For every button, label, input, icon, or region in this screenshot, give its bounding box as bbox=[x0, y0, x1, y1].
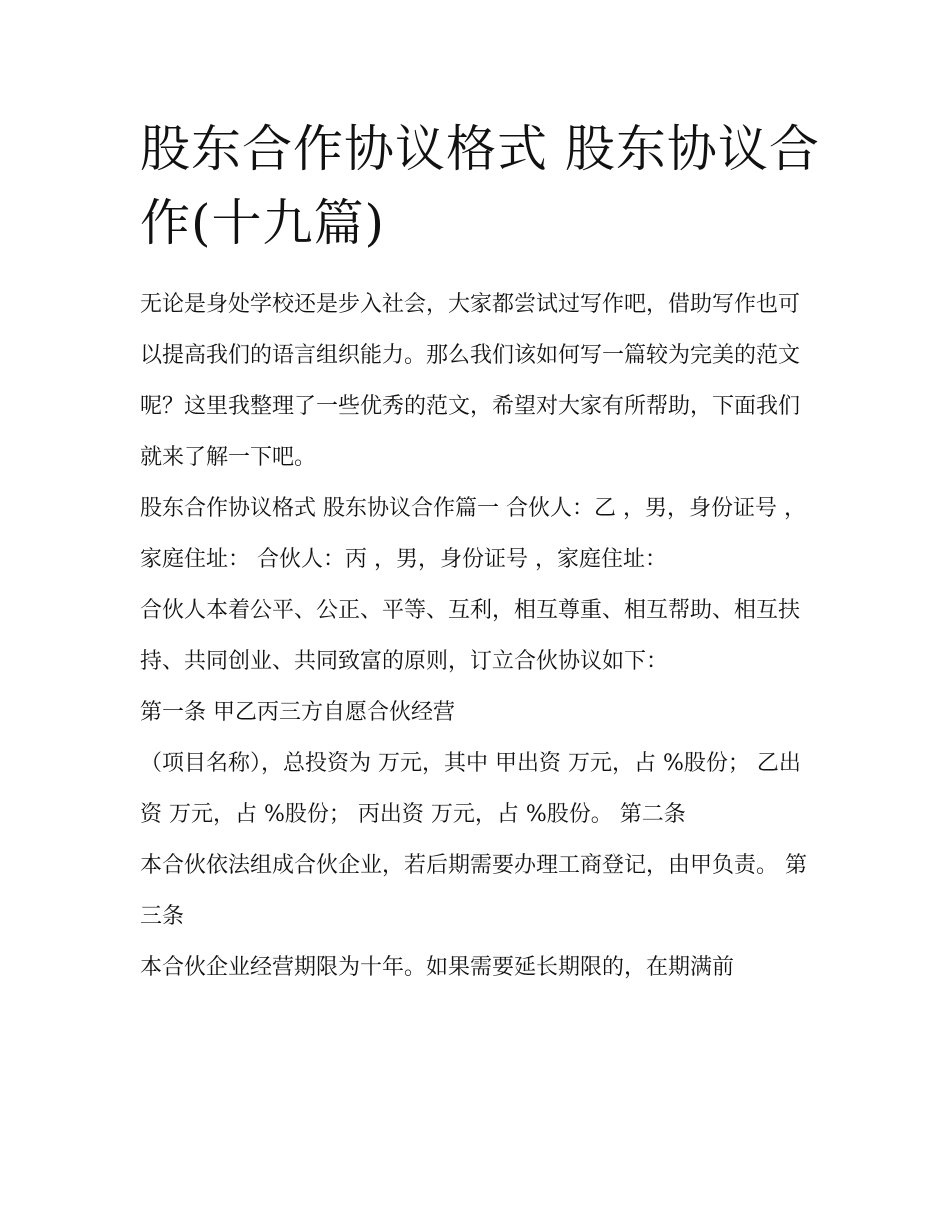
intro-paragraph: 无论是身处学校还是步入社会，大家都尝试过写作吧，借助写作也可以提高我们的语言组织能力。那么我们该如何写一篇较为完美的范文呢？这里我整理了一些优秀的范文，希望对大家有所帮助，下面我们就来了解一下吧。 bbox=[140, 292, 801, 470]
principles-paragraph: 合伙人本着公平、公正、平等、互利，相互尊重、相互帮助、相互扶持、共同创业、共同致富的原则，订立合伙协议如下： bbox=[140, 598, 801, 674]
registration-paragraph: 本合伙依法组成合伙企业，若后期需要办理工商登记，由甲负责。 第三条 bbox=[140, 853, 807, 929]
document-title: 股东合作协议格式 股东协议合作(十九篇) bbox=[140, 120, 820, 252]
investment-paragraph: （项目名称），总投资为 万元，其中 甲出资 万元，占 %股份； 乙出资 万元，占 %股份； 丙出资 万元，占 %股份。 第二条 bbox=[140, 751, 801, 827]
partners-paragraph: 股东合作协议格式 股东协议合作篇一 合伙人：乙 ，男，身份证号 ，家庭住址： 合伙人：丙 ，男，身份证号 ，家庭住址： bbox=[140, 496, 806, 572]
document-body bbox=[140, 279, 810, 993]
term-paragraph: 本合伙企业经营期限为十年。如果需要延长期限的，在期满前 bbox=[140, 955, 735, 980]
article-one-heading: 第一条 甲乙丙三方自愿合伙经营 bbox=[140, 700, 455, 725]
